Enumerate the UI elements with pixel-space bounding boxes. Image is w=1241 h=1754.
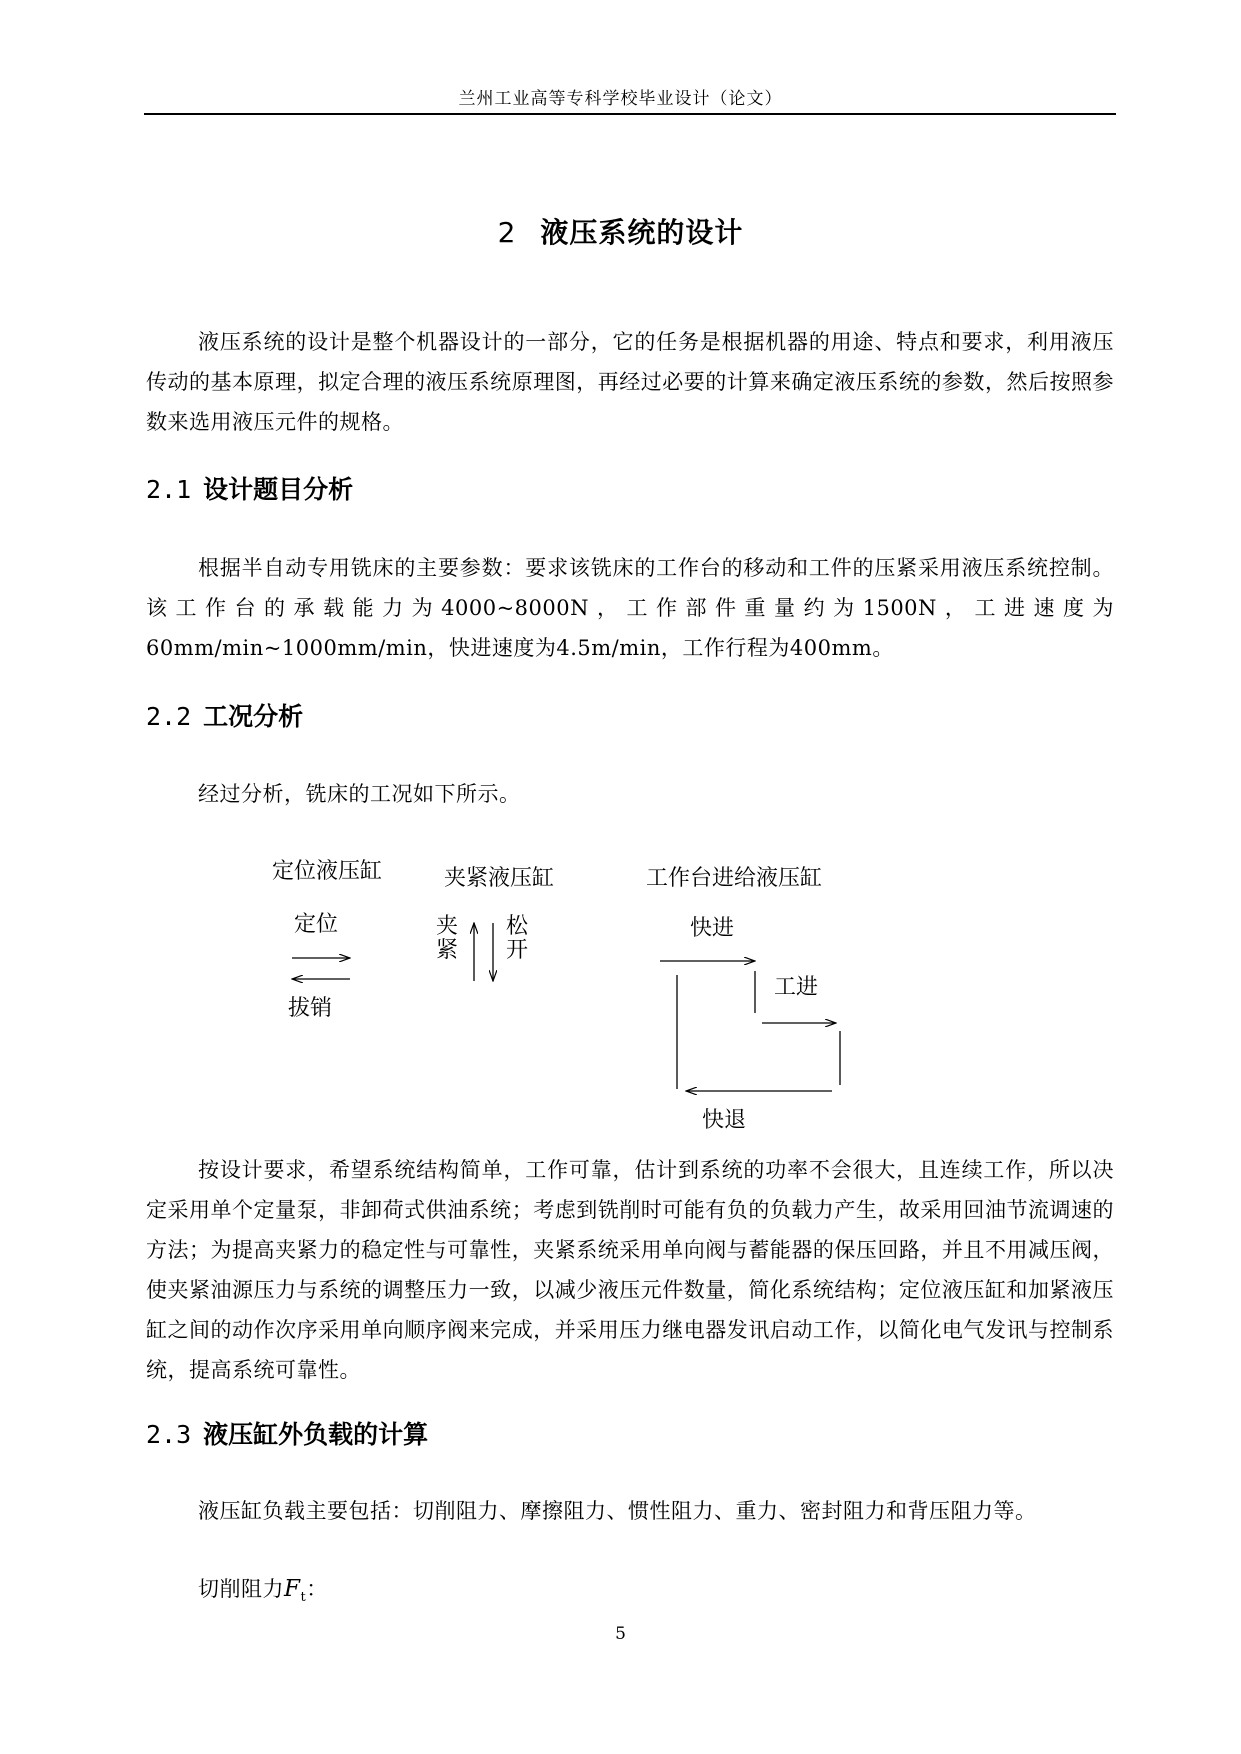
positioning-forward-label: 定位: [294, 912, 339, 937]
release-label-1: 松: [506, 914, 529, 939]
chapter-title: [0, 211, 1241, 251]
section-number: 2.2: [146, 702, 192, 731]
section-number: 2.1: [146, 475, 192, 504]
working-condition-diagram: [240, 855, 880, 1155]
section-2-2-paragraph: 按设计要求，希望系统结构简单，工作可靠，估计到系统的功率不会很大，且连续工作，所以决定采用单个定量泵，非卸荷式供油系统；考虑到铣削时可能有负的负载力产生，故采用回油节流调速的方法；为提高夹紧力的稳定性与可靠性，夹紧系统采用单向阀与蓄能器的保压回路，并且不用减压阀，使夹紧油源压力与系统的调整压力一致，以减少液压元件数量，简化系统结构；定位液压缸和加紧液压缸之间的动作次序采用单向顺序阀来完成，并采用压力继电器发讯启动工作，以简化电气发讯与控制系统，提高系统可靠性。: [146, 1158, 1114, 1382]
clamp-label-1: 夹: [436, 914, 459, 939]
positioning-return-label: 拔销: [288, 996, 333, 1021]
force-subscript: t: [300, 1590, 307, 1606]
rapid-return-label: 快退: [702, 1108, 747, 1133]
section-heading-2-1: [146, 470, 353, 506]
clamp-label-2: 紧: [436, 938, 459, 963]
rapid-forward-label: 快进: [690, 916, 735, 941]
table-cylinder-title: 工作台进给液压缸: [646, 866, 823, 891]
release-label-2: 开: [506, 938, 529, 963]
section-heading-2-2: [146, 697, 303, 733]
force-symbol: F: [284, 1576, 301, 1602]
clamping-cylinder-title: 夹紧液压缸: [444, 866, 555, 891]
section-title: 液压缸外负载的计算: [203, 1420, 429, 1449]
cutting-resistance-label: [198, 1573, 328, 1605]
section-number: 2.3: [146, 1420, 192, 1449]
page-number: 5: [615, 1624, 626, 1644]
label-colon: ：: [306, 1577, 328, 1601]
work-feed-label: 工进: [774, 975, 819, 1000]
section-2-3-paragraph: 液压缸负载主要包括：切削阻力、摩擦阻力、惯性阻力、重力、密封阻力和背压阻力等。: [198, 1499, 1037, 1523]
section-heading-2-3: [146, 1415, 428, 1451]
section-2-2-intro: 经过分析，铣床的工况如下所示。: [198, 782, 521, 806]
intro-paragraph: 液压系统的设计是整个机器设计的一部分，它的任务是根据机器的用途、特点和要求，利用液压传动的基本原理，拟定合理的液压系统原理图，再经过必要的计算来确定液压系统的参数，然后按照参数来选用液压元件的规格。: [146, 330, 1114, 434]
cutting-label-text: 切削阻力: [198, 1577, 284, 1601]
chapter-title-text: 液压系统的设计: [540, 216, 744, 249]
header-divider: [144, 113, 1116, 115]
section-title: 工况分析: [203, 702, 304, 731]
section-2-1-paragraph: 根据半自动专用铣床的主要参数：要求该铣床的工作台的移动和工件的压紧采用液压系统控制。该工作台的承载能力为4000~8000N，工作部件重量约为1500N，工进速度为60mm/min~1000mm/min，快进速度为4.5m/min，工作行程为400mm。: [146, 556, 1114, 660]
chapter-number: 2: [497, 216, 517, 249]
page-header: 兰州工业高等专科学校毕业设计（论文）: [458, 89, 783, 109]
positioning-cylinder-title: 定位液压缸: [272, 859, 383, 884]
section-title: 设计题目分析: [203, 475, 354, 504]
